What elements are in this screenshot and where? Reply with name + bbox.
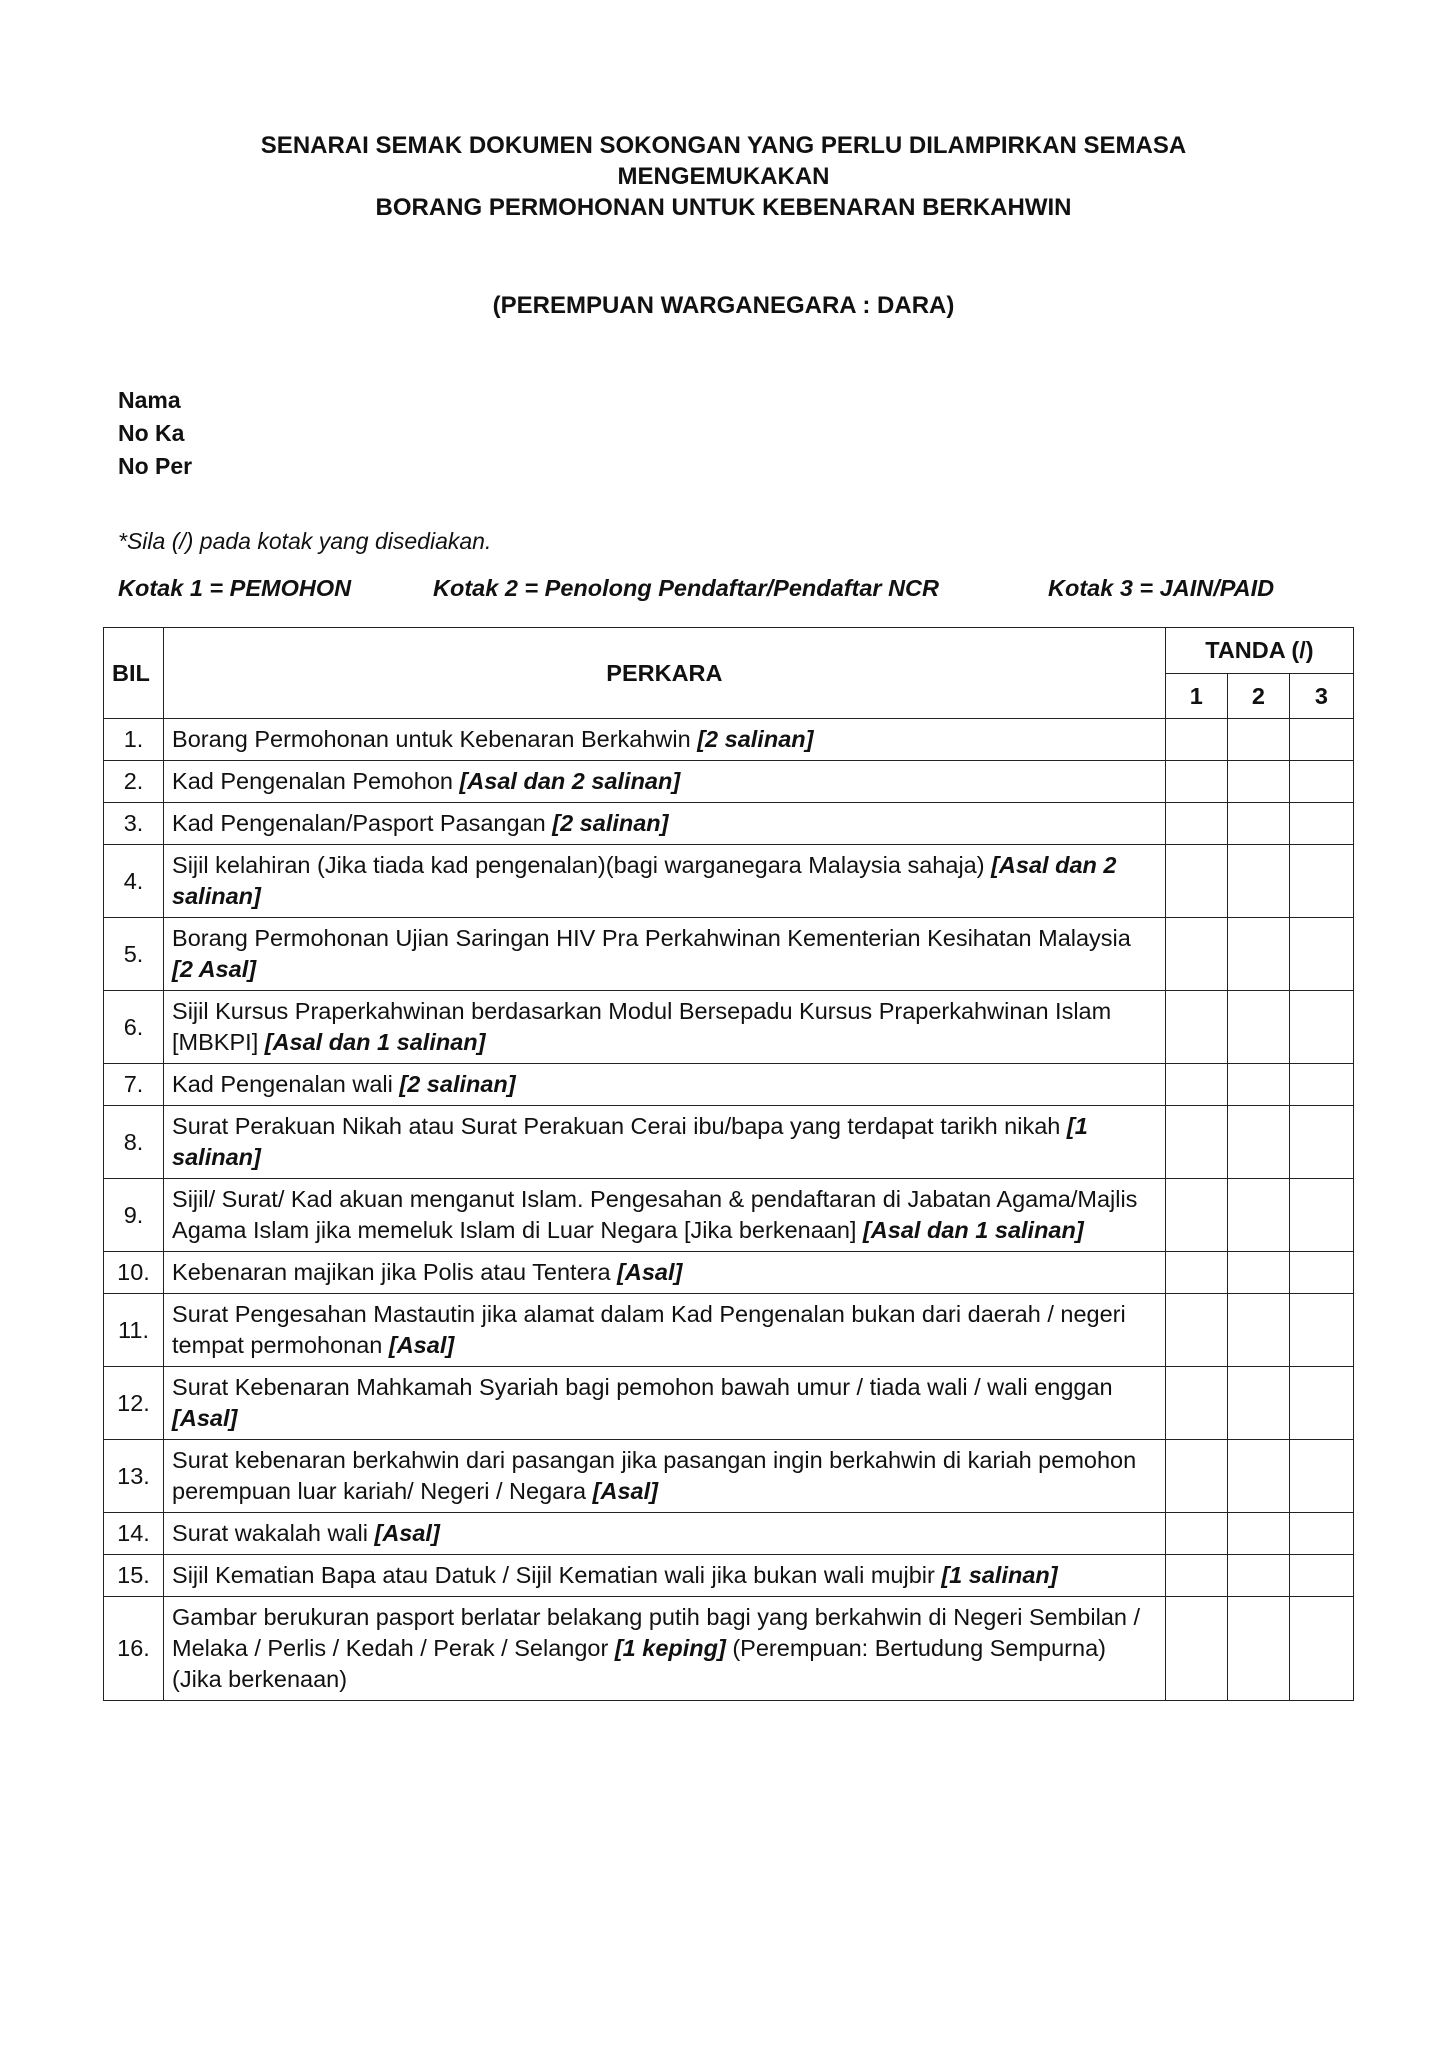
item-text: Surat Kebenaran Mahkamah Syariah bagi pemohon bawah umur / tiada wali / wali enggan [172,1374,1113,1400]
checkbox-kotak-2[interactable] [1227,1513,1289,1555]
item-copies-requirement: [2 Asal] [172,956,257,982]
checkbox-kotak-3[interactable] [1289,1597,1353,1701]
row-item-description [164,1106,1166,1179]
checklist-table [103,627,1354,1701]
table-row [104,1513,1354,1555]
row-item-description [164,1294,1166,1367]
checkbox-kotak-1[interactable] [1165,1597,1227,1701]
item-text: Surat kebenaran berkahwin dari pasangan jika pasangan ingin berkahwin di kariah pemohon perempuan luar kariah/ Negeri / Negara [172,1447,1137,1504]
row-number: 11. [104,1294,164,1367]
table-row [104,761,1354,803]
row-item-description [164,991,1166,1064]
header-box-2: 2 [1227,674,1289,719]
header-bil: BIL [104,628,164,719]
checkbox-kotak-2[interactable] [1227,1252,1289,1294]
table-row [104,803,1354,845]
row-item-description [164,719,1166,761]
item-copies-requirement: [2 salinan] [552,810,669,836]
item-text: Surat wakalah wali [172,1520,375,1546]
table-row [104,719,1354,761]
checkbox-kotak-1[interactable] [1165,1440,1227,1513]
checkbox-kotak-3[interactable] [1289,1294,1353,1367]
legend-kotak-3: Kotak 3 = JAIN/PAID [1048,575,1275,601]
item-copies-requirement: [Asal dan 2 salinan] [172,852,1117,909]
checkbox-kotak-1[interactable] [1165,1106,1227,1179]
row-item-description [164,1064,1166,1106]
item-text: Kad Pengenalan/Pasport Pasangan [172,810,553,836]
item-copies-requirement: [2 salinan] [399,1071,516,1097]
item-copies-requirement: [Asal dan 2 salinan] [459,768,681,794]
instruction-note: *Sila (/) pada kotak yang disediakan. [118,528,492,554]
checkbox-kotak-2[interactable] [1227,991,1289,1064]
checkbox-kotak-1[interactable] [1165,1294,1227,1367]
row-number: 13. [104,1440,164,1513]
title-line-3: BORANG PERMOHONAN UNTUK KEBENARAN BERKAHWIN [375,194,1072,221]
row-item-description [164,803,1166,845]
checkbox-kotak-3[interactable] [1289,1252,1353,1294]
item-text: Kebenaran majikan jika Polis atau Tentera [172,1259,618,1285]
checkbox-kotak-1[interactable] [1165,803,1227,845]
checkbox-kotak-2[interactable] [1227,1179,1289,1252]
checkbox-kotak-2[interactable] [1227,1294,1289,1367]
checkbox-kotak-2[interactable] [1227,803,1289,845]
table-row [104,1440,1354,1513]
item-copies-requirement: [Asal dan 1 salinan] [264,1029,486,1055]
title-line-1: SENARAI SEMAK DOKUMEN SOKONGAN YANG PERLU DILAMPIRKAN SEMASA [260,132,1187,159]
checkbox-kotak-1[interactable] [1165,845,1227,918]
checkbox-kotak-2[interactable] [1227,1367,1289,1440]
item-copies-requirement: [Asal] [617,1259,683,1285]
row-number: 15. [104,1555,164,1597]
row-item-description [164,1555,1166,1597]
checkbox-kotak-3[interactable] [1289,719,1353,761]
item-copies-requirement: [2 salinan] [697,726,814,752]
checkbox-kotak-2[interactable] [1227,1597,1289,1701]
header-box-3: 3 [1289,674,1353,719]
checkbox-kotak-3[interactable] [1289,1179,1353,1252]
checkbox-kotak-3[interactable] [1289,803,1353,845]
item-copies-requirement: [1 salinan] [941,1562,1058,1588]
item-text: Kad Pengenalan Pemohon [172,768,460,794]
row-number: 4. [104,845,164,918]
row-item-description [164,845,1166,918]
row-number: 16. [104,1597,164,1701]
item-text-tail: (Perempuan: Bertudung Sempurna) (Jika berkenaan) [172,1635,1106,1692]
header-tanda: TANDA (/) [1165,628,1353,674]
checkbox-kotak-3[interactable] [1289,991,1353,1064]
checkbox-kotak-1[interactable] [1165,918,1227,991]
checkbox-kotak-2[interactable] [1227,918,1289,991]
item-copies-requirement: [Asal] [172,1405,238,1431]
checkbox-kotak-2[interactable] [1227,761,1289,803]
item-copies-requirement: [Asal dan 1 salinan] [862,1217,1084,1243]
item-text: Surat Perakuan Nikah atau Surat Perakuan Cerai ibu/bapa yang terdapat tarikh nikah [172,1113,1067,1139]
row-number: 1. [104,719,164,761]
row-item-description [164,1597,1166,1701]
row-item-description [164,1513,1166,1555]
checkbox-kotak-3[interactable] [1289,761,1353,803]
document-subtitle: (PEREMPUAN WARGANEGARA : DARA) [492,292,955,319]
applicant-fields [118,384,192,483]
item-text: Sijil/ Surat/ Kad akuan menganut Islam. Pengesahan & pendaftaran di Jabatan Agama/Majlis Agama Islam jika memeluk Islam di Luar Negara [Jika berkenaan] [172,1186,1138,1243]
item-text: Sijil kelahiran (Jika tiada kad pengenalan)(bagi warganegara Malaysia sahaja) [172,852,992,878]
item-text: Sijil Kematian Bapa atau Datuk / Sijil Kematian wali jika bukan wali mujbir [172,1562,942,1588]
checkbox-kotak-3[interactable] [1289,1367,1353,1440]
checkbox-kotak-1[interactable] [1165,719,1227,761]
checkbox-kotak-1[interactable] [1165,1064,1227,1106]
row-number: 5. [104,918,164,991]
field-no-ka-label: No Ka [118,420,185,446]
table-row [104,1179,1354,1252]
table-row [104,1106,1354,1179]
table-row [104,1294,1354,1367]
item-copies-requirement: [Asal] [388,1332,455,1358]
checklist-rows [104,719,1354,1701]
header-perkara: PERKARA [164,628,1166,719]
checkbox-kotak-3[interactable] [1289,1106,1353,1179]
item-copies-requirement: [1 keping] [614,1635,726,1661]
item-text: Gambar berukuran pasport berlatar belakang putih bagi yang berkahwin di Negeri Sembilan / Melaka / Perlis / Kedah / Perak / Selangor [172,1604,1141,1661]
field-no-per-label: No Per [118,453,193,479]
table-row [104,1064,1354,1106]
legend-kotak-2: Kotak 2 = Penolong Pendaftar/Pendaftar NCR [433,575,939,601]
item-text: Kad Pengenalan wali [172,1071,400,1097]
row-number: 12. [104,1367,164,1440]
checkbox-kotak-1[interactable] [1165,1513,1227,1555]
checkbox-kotak-2[interactable] [1227,845,1289,918]
table-row [104,1252,1354,1294]
row-number: 7. [104,1064,164,1106]
header-box-1: 1 [1165,674,1227,719]
checkbox-kotak-3[interactable] [1289,1555,1353,1597]
checkbox-kotak-1[interactable] [1165,1555,1227,1597]
item-copies-requirement: [Asal] [374,1520,440,1546]
item-text: Surat Pengesahan Mastautin jika alamat dalam Kad Pengenalan bukan dari daerah / negeri tempat permohonan [172,1301,1126,1358]
checkbox-kotak-2[interactable] [1227,1064,1289,1106]
checkbox-kotak-2[interactable] [1227,1555,1289,1597]
table-row [104,1597,1354,1701]
row-number: 3. [104,803,164,845]
item-text: Borang Permohonan Ujian Saringan HIV Pra Perkahwinan Kementerian Kesihatan Malaysia [172,925,1131,951]
item-copies-requirement: [1 salinan] [172,1113,1088,1170]
table-row [104,845,1354,918]
checkbox-kotak-1[interactable] [1165,761,1227,803]
field-nama-label: Nama [118,387,181,413]
checkbox-kotak-3[interactable] [1289,1064,1353,1106]
checkbox-kotak-2[interactable] [1227,719,1289,761]
table-row [104,1367,1354,1440]
legend-kotak-1: Kotak 1 = PEMOHON [118,575,352,601]
row-item-description [164,1440,1166,1513]
item-text: Borang Permohonan untuk Kebenaran Berkahwin [172,726,698,752]
row-number: 2. [104,761,164,803]
checkbox-kotak-1[interactable] [1165,1252,1227,1294]
checkbox-kotak-1[interactable] [1165,991,1227,1064]
row-number: 10. [104,1252,164,1294]
checkbox-kotak-3[interactable] [1289,918,1353,991]
checkbox-kotak-1[interactable] [1165,1179,1227,1252]
table-row [104,1555,1354,1597]
row-item-description [164,1252,1166,1294]
item-copies-requirement: [Asal] [592,1478,658,1504]
row-item-description [164,1179,1166,1252]
checkbox-kotak-2[interactable] [1227,1440,1289,1513]
checkbox-kotak-3[interactable] [1289,845,1353,918]
checkbox-kotak-3[interactable] [1289,1513,1353,1555]
table-row [104,918,1354,991]
checkbox-kotak-2[interactable] [1227,1106,1289,1179]
row-number: 6. [104,991,164,1064]
item-text: Sijil Kursus Praperkahwinan berdasarkan Modul Bersepadu Kursus Praperkahwinan Islam [MBKPI] [172,998,1112,1055]
table-row [104,991,1354,1064]
row-number: 8. [104,1106,164,1179]
title-line-2: MENGEMUKAKAN [617,163,830,190]
document-title [0,130,1447,223]
checkbox-kotak-1[interactable] [1165,1367,1227,1440]
row-number: 9. [104,1179,164,1252]
row-item-description [164,1367,1166,1440]
row-item-description [164,918,1166,991]
row-number: 14. [104,1513,164,1555]
checkbox-kotak-3[interactable] [1289,1440,1353,1513]
row-item-description [164,761,1166,803]
